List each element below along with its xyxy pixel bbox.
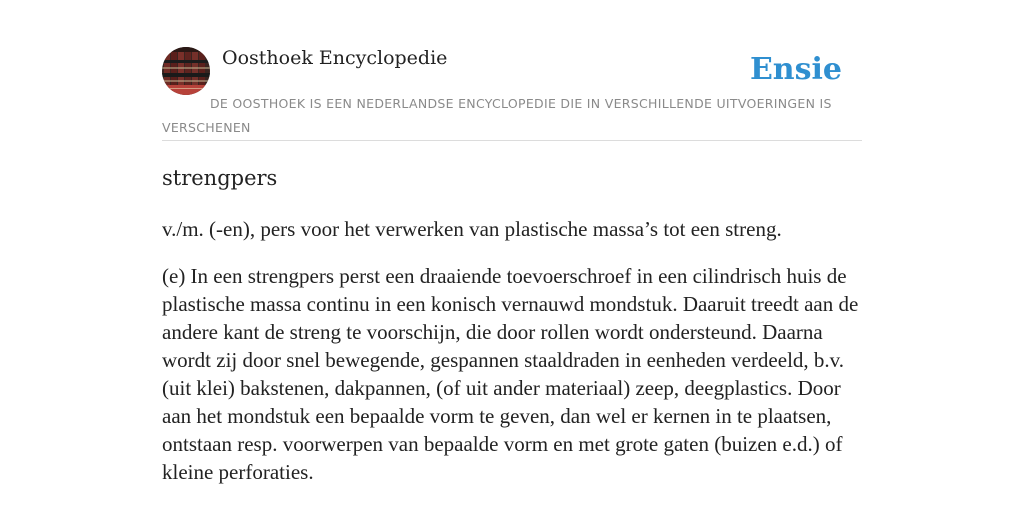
site-name[interactable]: Oosthoek Encyclopedie <box>222 47 448 69</box>
encyclopedia-books-avatar[interactable] <box>162 47 210 95</box>
brand-logo[interactable]: Ensie <box>749 52 842 87</box>
books-icon <box>162 47 210 95</box>
article-title: strengpers <box>162 166 278 190</box>
article-definition: v./m. (-en), pers voor het verwerken van plastische massa’s tot een streng. <box>162 217 782 241</box>
site-tagline: DE OOSTHOEK IS EEN NEDERLANDSE ENCYCLOPEDIE DIE IN VERSCHILLENDE UITVOERINGEN IS VERSCHENEN <box>162 96 832 135</box>
site-header <box>162 46 862 141</box>
article <box>162 162 862 486</box>
article-body: (e) In een strengpers perst een draaiende toevoerschroef in een cilindrisch huis de plastische massa continu in een konisch vernauwd mondstuk. Daaruit treedt aan de andere kant de streng te voorschijn, die door rollen wordt ondersteund. Daarna wordt zij door snel bewegende, gespannen staaldraden in eenheden verdeeld, b.v. (uit klei) bakstenen, dakpannen, (of uit ander materiaal) zeep, deegplastics. Door aan het mondstuk een bepaalde vorm te geven, dan wel er kernen in te plaatsen, ontstaan resp. voorwerpen van bepaalde vorm en met grote gaten (buizen e.d.) of kleine perforaties. <box>162 264 859 484</box>
